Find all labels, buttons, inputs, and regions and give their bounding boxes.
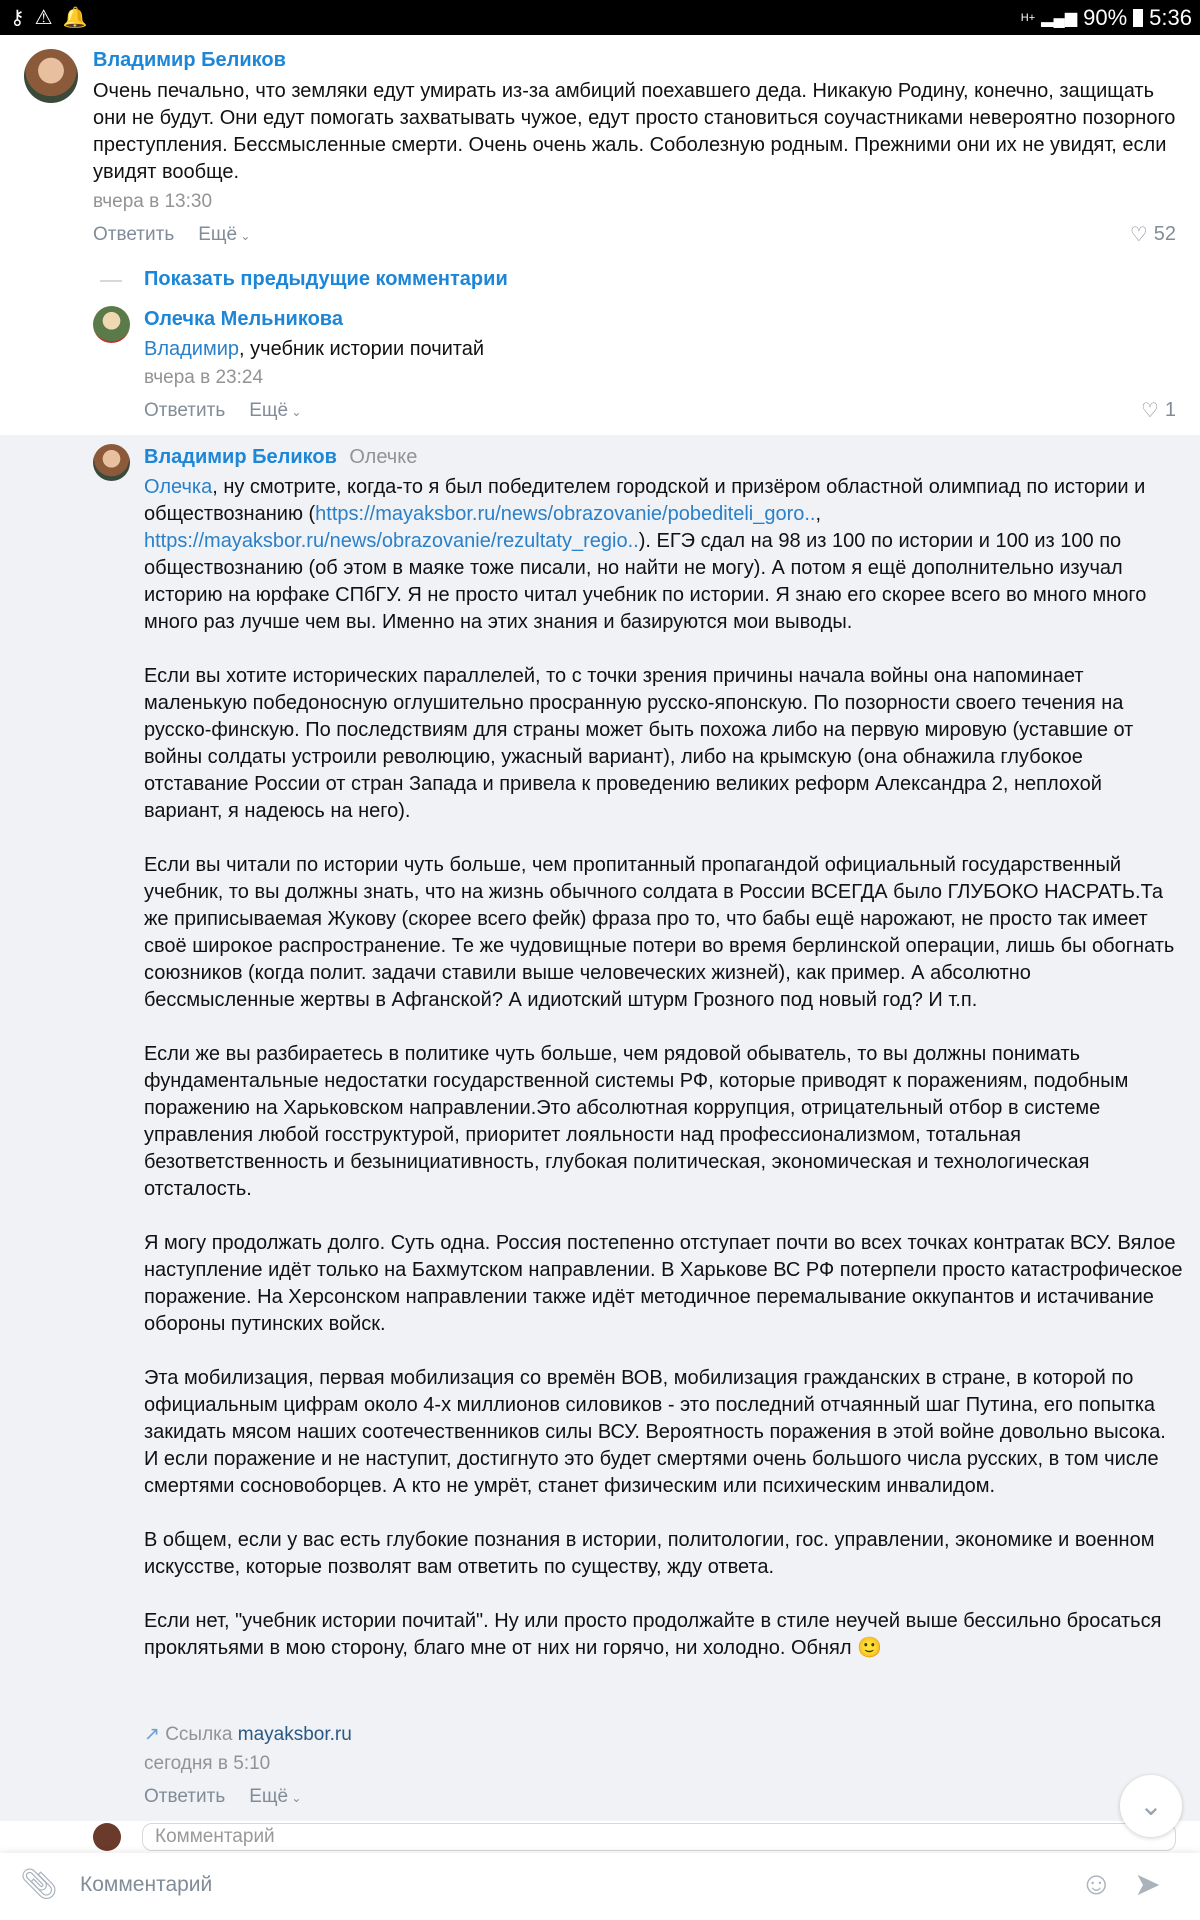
- chevron-down-icon: ⌄: [237, 229, 251, 243]
- show-previous-link[interactable]: Показать предыдущие комментарии: [144, 268, 508, 290]
- chevron-down-icon: ⌄: [288, 1791, 302, 1805]
- scroll-down-button[interactable]: [1120, 1775, 1182, 1837]
- thread-line: [100, 280, 122, 282]
- battery-percent: 90%: [1083, 5, 1128, 30]
- emoji-icon[interactable]: ☺: [1080, 1865, 1113, 1901]
- attached-link[interactable]: ↗ Ссылка mayaksbor.ru: [144, 1724, 352, 1745]
- comment-actions: [144, 400, 301, 422]
- battery-icon: [1133, 9, 1143, 27]
- reply-button[interactable]: Ответить: [93, 224, 175, 245]
- comment-composer: [0, 1853, 1200, 1920]
- url-link[interactable]: https://mayaksbor.ru/news/obrazovanie/pobediteli_goro..: [315, 503, 816, 525]
- avatar[interactable]: [93, 306, 130, 343]
- comment-text: Олечка, ну смотрите, когда-то я был победителем городской и призёром областной олимпиад по истории и обществознанию (https://mayaksbor.ru/news/obrazovanie/pobediteli_goro.., https://mayaksbor.ru/news/obrazovanie/rezultaty_regio..). ЕГЭ сдал на 98 из 100 по истории и 100 из 100 по обществознанию (об этом в маяке тоже писали, но найти не могу). А потом я ещё дополнительно изучал историю на юрфаке СПбГУ. Я не просто читал учебник по истории. Я знаю его скорее всего во много много много раз лучше чем вы. Именно на этих знания и базируются мои выводы. Если вы хотите исторических параллелей, то с точки зрения причины начала войны она напоминает маленькую победоносную оглушительно просранную русско-японскую. По позорности своего течения на русско-финскую. По последствиям для страны может быть похожа либо на первую мировую (уставшие от войны солдаты устроили революцию, ужасный вариант), либо на крымскую (она обнажила глубокое отставание России от стран Запада и привела к проведению великих реформ Александра 2, неплохой вариант, я надеюсь на него). Если вы читали по истории чуть больше, чем пропитанный пропагандой официальный государственный учебник, то вы должны знать, что на жизнь обычного солдата в России ВСЕГДА было ГЛУБОКО НАСРАТЬ.Та же приписываемая Жукову (скорее всего фейк) фраза про то, что бабы ещё нарожают, не просто так имеет своё широкое распространение. Те же чудовищные потери во время берлинской операции, лишь бы обогнать союзников (когда полит. задачи ставили выше человеческих жизней), как пример. А абсолютно бессмысленные жертвы в Афганской? А идиотский штурм Грозного под новый год? И т.п. Если же вы разбираетесь в политике чуть больше, чем рядовой обыватель, то вы должны понимать фундаментальные недостатки государственной системы РФ, которые приводят к поражениям, подобным поражению на Харьковском направлении.Это абсолютная коррупция, отрицательный отбор в системе управления любой госструктурой, приоритет лояльности над профессионализмом, тотальная безответственность и безынициативность, глубокая политическая, экономическая и технологическая отсталость. Я могу продолжать долго. Суть одна. Россия постепенно отступает почти во всех точках контратак ВСУ. Вялое наступление идёт только на Бахмутском направлении. В Харькове ВС РФ потерпели просто катастрофическое поражение. На Херсонском направлении также идёт методичное перемалывание оккупантов и истачивание обороны путинских войск. Эта мобилизация, первая мобилизация со времён ВОВ, мобилизация гражданских в стране, в которой по официальным цифрам около 4-х миллионов силовиков - это последний отчаянный шаг Путина, его попытка закидать мясом наших соотечественников силы ВСУ. Вероятность поражения в этой войне довольно высока. И если поражение и не наступит, достигнуто это будет смертями очень большого числа русских, в том числе смертями сосновоборцев. А кто не умрёт, станет физическим или психическим инвалидом. В общем, если у вас есть глубокие познания в истории, политологии, гос. управлении, экономике и военном искусстве, которые позволят вам ответить по существу, жду ответа. Если нет, "учебник истории почитай". Ну или просто продолжайте в стиле неучей выше бессильно бросаться проклятьями в мою сторону, благо мне от них ни горячо, ни холодно. Обнял 🙂: [144, 476, 1183, 1659]
- comment-time: сегодня в 5:10: [144, 1753, 271, 1774]
- avatar[interactable]: [93, 444, 130, 481]
- avatar[interactable]: [24, 49, 78, 103]
- comment-input[interactable]: [142, 1823, 1176, 1851]
- link-icon: ↗: [144, 1724, 160, 1745]
- attach-icon[interactable]: 📎︎: [20, 1868, 59, 1901]
- heart-icon: ♡: [1140, 400, 1159, 422]
- comment-text: Очень печально, что земляки едут умирать из-за амбиций поехавшего деда. Никакую Родину, конечно, защищать они не будут. Они едут помогать захватывать чужое, едут просто становиться соучастниками невероятно позорного преступления. Бессмысленные смерти. Очень очень жаль. Соболезную родным. Прежними они их не увидят, если увидят вообще.: [93, 80, 1176, 183]
- network-type: H+: [1020, 12, 1036, 24]
- comment-author[interactable]: Владимир Беликов: [93, 49, 286, 71]
- key-icon: ⚷: [10, 7, 25, 29]
- signal-icon: ▂▄▆: [1041, 10, 1078, 27]
- mention-link[interactable]: Олечка: [144, 476, 213, 498]
- composer-input[interactable]: Комментарий: [80, 1873, 213, 1896]
- comment-header: [144, 446, 417, 469]
- mention-link[interactable]: Владимир: [144, 338, 240, 360]
- like-button[interactable]: [1130, 222, 1176, 247]
- more-button[interactable]: Ещё ⌄: [198, 224, 251, 245]
- link-domain[interactable]: mayaksbor.ru: [237, 1724, 352, 1745]
- comment-input-placeholder: Комментарий: [155, 1826, 275, 1847]
- more-button[interactable]: Ещё ⌄: [249, 400, 302, 421]
- like-count: 52: [1153, 223, 1176, 245]
- reply-button[interactable]: Ответить: [144, 1786, 226, 1807]
- paragraph: Если вы хотите исторических параллелей, то с точки зрения причины начала войны она напоминает маленькую победоносную оглушительно просранную русско-японскую. По позорности своего течения на русско-финскую. По последствиям для страны может быть похожа либо на первую мировую (уставшие от войны солдаты устроили революцию, ужасный вариант), либо на крымскую (она обнажила глубокое отставание России от стран Запада и привела к проведению великих реформ Александра 2, неплохой вариант, я надеюсь на него).: [144, 665, 1134, 822]
- reply-button[interactable]: Ответить: [144, 400, 226, 421]
- comment-time: вчера в 23:24: [144, 367, 264, 388]
- paragraph: Если же вы разбираетесь в политике чуть больше, чем рядовой обыватель, то вы должны понимать фундаментальные недостатки государственной системы РФ, которые приводят к поражениям, подобным поражению на Харьковском направлении.Это абсолютная коррупция, отрицательный отбор в системе управления любой госструктурой, приоритет лояльности над профессионализмом, тотальная безответственность и безынициативность, глубокая политическая, экономическая и технологическая отсталость.: [144, 1043, 1129, 1200]
- url-link[interactable]: https://mayaksbor.ru/news/obrazovanie/rezultaty_regio..: [144, 530, 639, 552]
- like-count: 1: [1164, 399, 1176, 421]
- comment-author[interactable]: Олечка Мельникова: [144, 308, 343, 330]
- send-icon[interactable]: ➤: [1134, 1866, 1161, 1902]
- chevron-down-icon: ⌄: [288, 405, 302, 419]
- comment-actions: [144, 1786, 301, 1808]
- heart-icon: ♡: [1129, 224, 1148, 246]
- bell-icon: 🔔: [62, 7, 88, 29]
- chevron-down-icon: ⌄: [1139, 1790, 1163, 1821]
- smile-emoji: 🙂: [857, 1637, 882, 1659]
- comment-time: вчера в 13:30: [93, 191, 213, 212]
- paragraph: Я могу продолжать долго. Суть одна. Россия постепенно отступает почти во всех точках контратак ВСУ. Вялое наступление идёт только на Бахмутском направлении. В Харькове ВС РФ потерпели просто катастрофическое поражение. На Херсонском направлении также идёт методичное перемалывание оккупантов и истачивание обороны путинских войск.: [144, 1232, 1183, 1335]
- comment-author[interactable]: Владимир Беликов: [144, 446, 337, 468]
- comment-actions: [93, 224, 250, 246]
- clock: 5:36: [1149, 5, 1192, 30]
- status-bar: [0, 0, 1200, 35]
- paragraph: Если вы читали по истории чуть больше, чем пропитанный пропагандой официальный государственный учебник, то вы должны знать, что на жизнь обычного солдата в России ВСЕГДА было ГЛУБОКО НАСРАТЬ.Та же приписываемая Жукову (скорее всего фейк) фраза про то, что бабы ещё нарожают, не просто так имеет своё широкое распространение. Те же чудовищные потери во время берлинской операции, лишь бы обогнать союзников (когда полит. задачи ставили выше человеческих жизней), как пример. А абсолютно бессмысленные жертвы в Афганской? А идиотский штурм Грозного под новый год? И т.п.: [144, 854, 1175, 1011]
- reply-to[interactable]: Олечке: [349, 446, 418, 468]
- paragraph: Эта мобилизация, первая мобилизация со времён ВОВ, мобилизация гражданских в стране, в которой по официальным цифрам около 4-х миллионов силовиков - это последний отчаянный шаг Путина, его попытка закидать мясом наших соотечественников силы ВСУ. Вероятность поражения в этой войне довольно высока. И если поражение и не наступит, достигнуто это будет смертями очень большого числа русских, в том числе смертями сосновоборцев. А кто не умрёт, станет физическим или психическим инвалидом.: [144, 1367, 1166, 1497]
- paragraph: В общем, если у вас есть глубокие познания в истории, политологии, гос. управлении, экономике и военном искусстве, которые позволят вам ответить по существу, жду ответа.: [144, 1529, 1155, 1578]
- avatar: [93, 1823, 121, 1851]
- warning-icon: ⚠: [34, 7, 53, 29]
- like-button[interactable]: [1141, 398, 1176, 423]
- paragraph: Если нет, "учебник истории почитай". Ну или просто продолжайте в стиле неучей выше бессильно бросаться проклятьями в мою сторону, благо мне от них ни горячо, ни холодно. Обнял: [144, 1610, 1162, 1659]
- more-button[interactable]: Ещё ⌄: [249, 1786, 302, 1807]
- comment-text: Владимир, учебник истории почитай: [144, 338, 485, 360]
